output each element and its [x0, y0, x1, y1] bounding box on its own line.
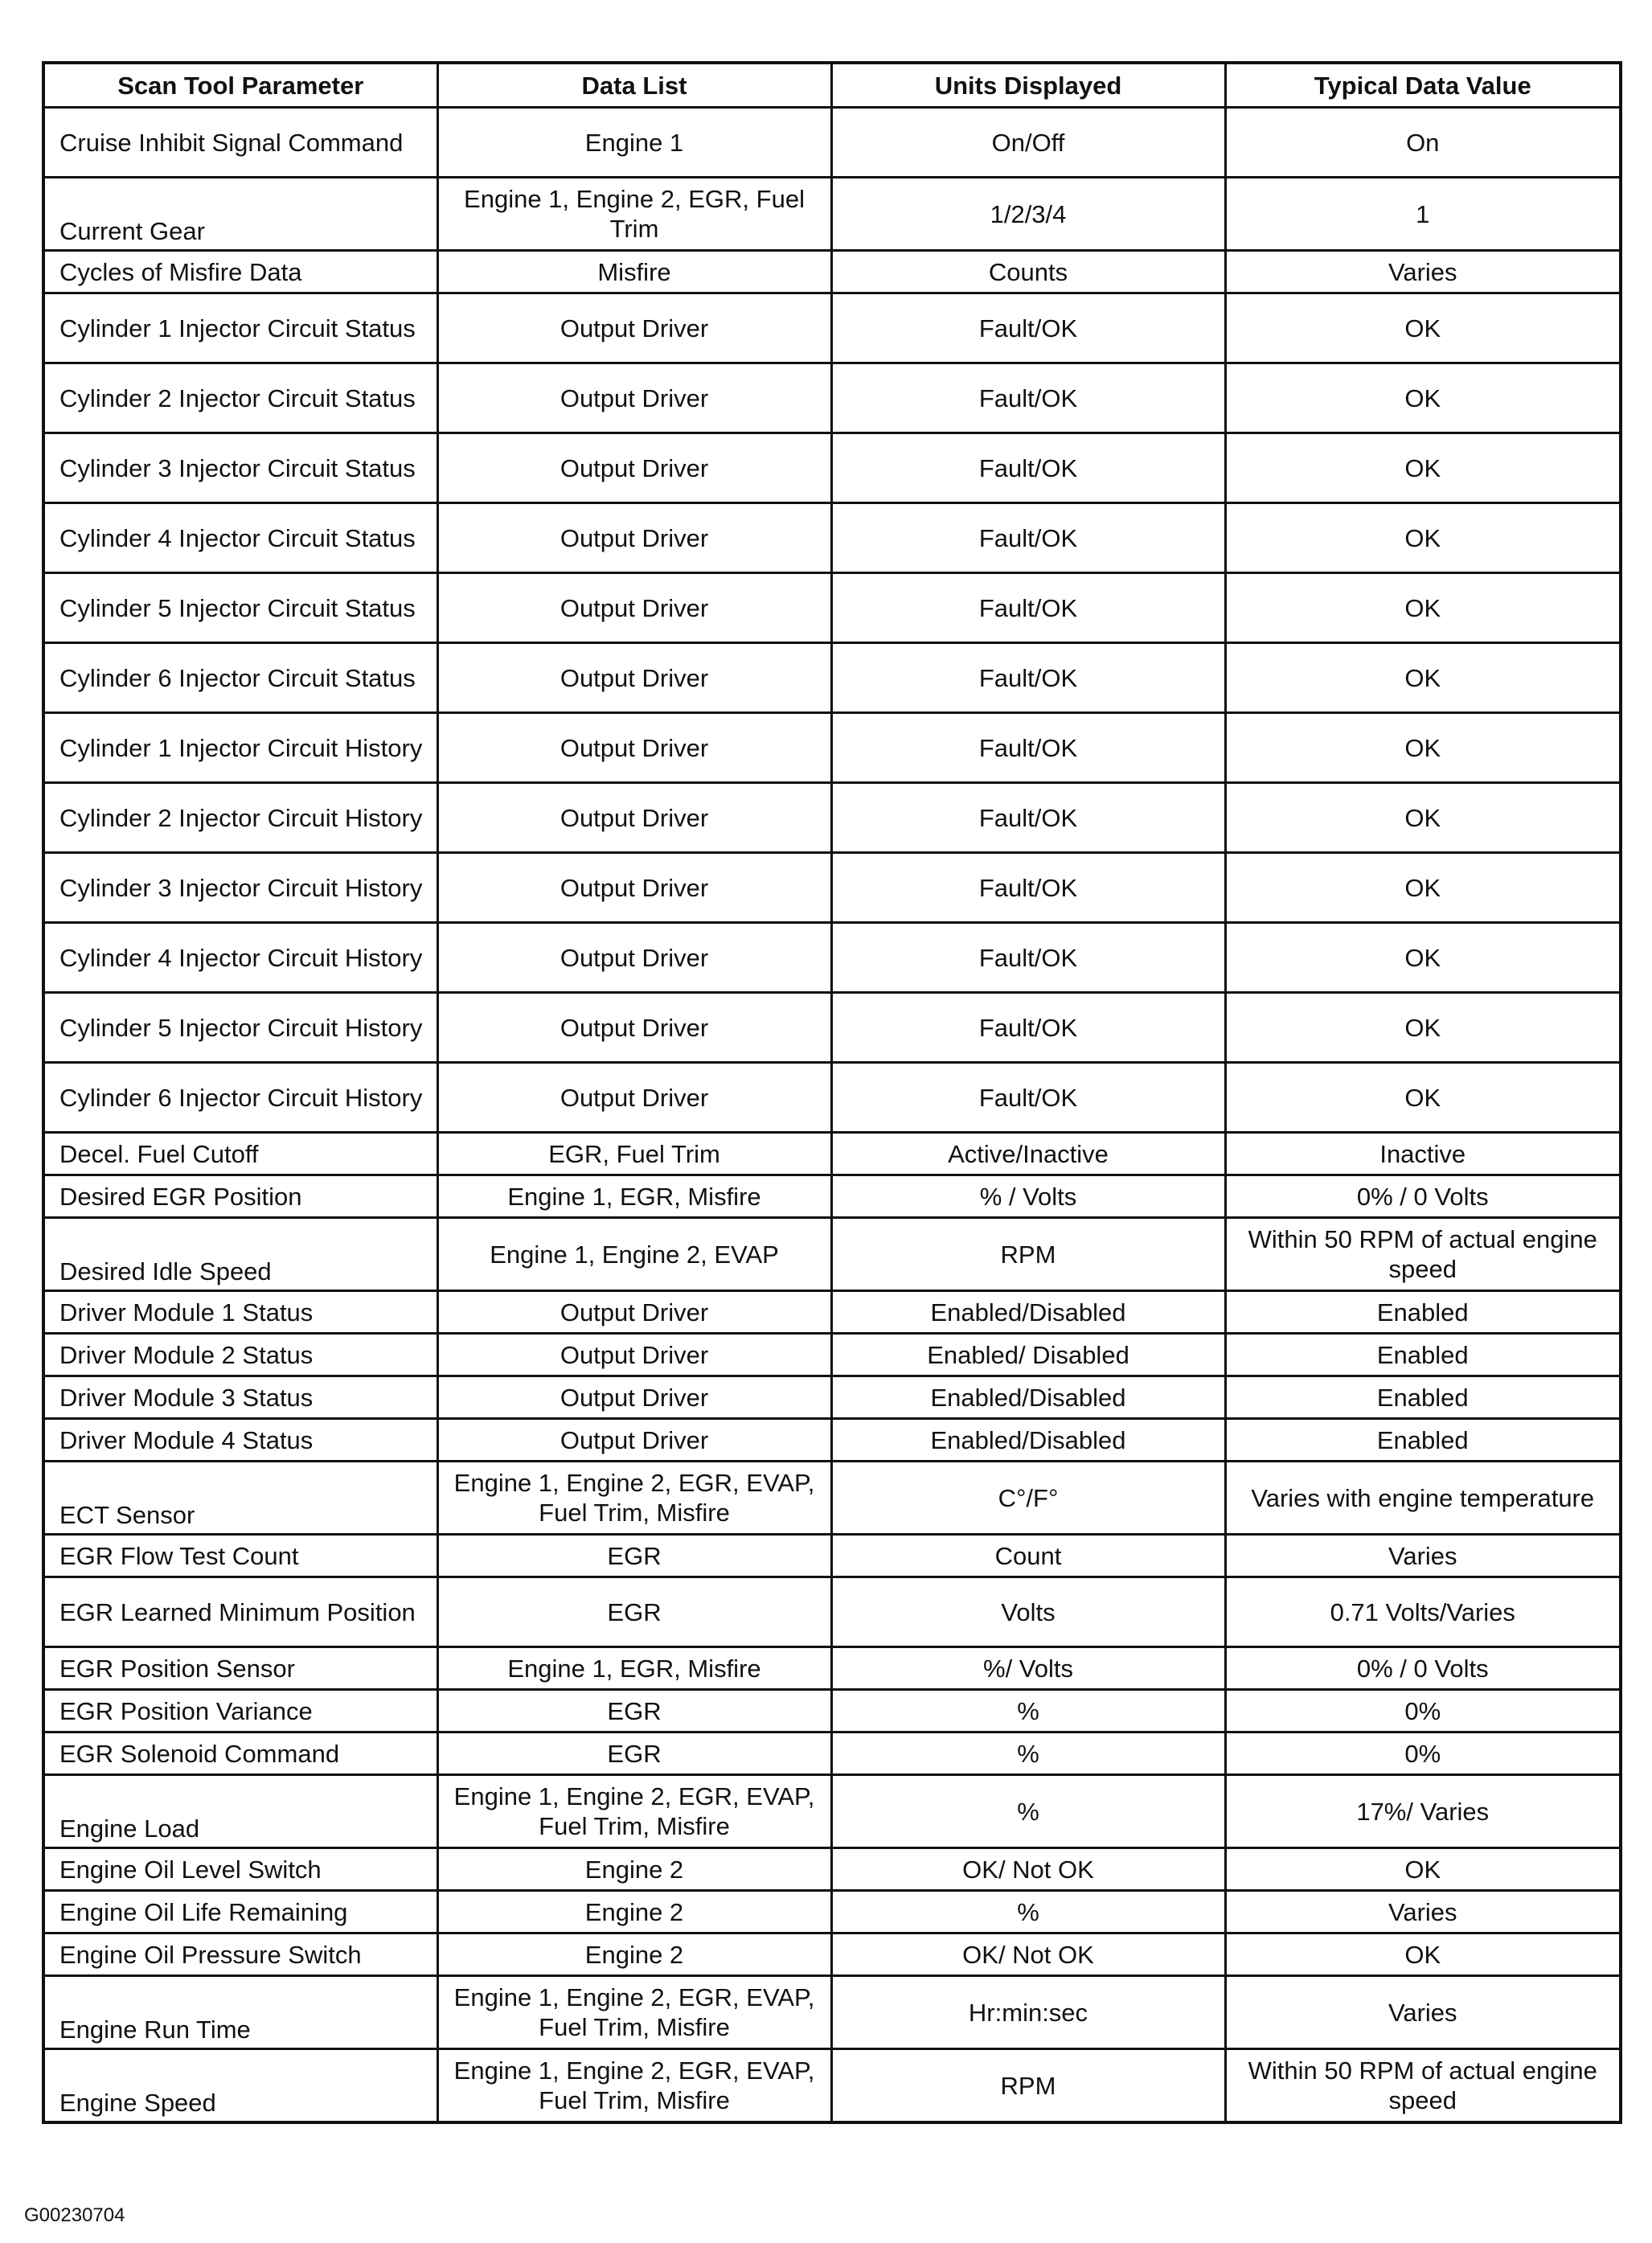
parameter-cell: Driver Module 3 Status — [43, 1376, 437, 1419]
data-list-cell: Output Driver — [437, 1291, 831, 1334]
data-list-cell: Engine 1, Engine 2, EGR, EVAP, Fuel Trim, Misfire — [437, 1976, 831, 2049]
data-list-cell: Output Driver — [437, 1334, 831, 1376]
parameter-cell: Engine Oil Level Switch — [43, 1848, 437, 1891]
parameter-cell: Cylinder 2 Injector Circuit History — [43, 783, 437, 853]
data-list-cell: EGR — [437, 1690, 831, 1732]
units-cell: % — [831, 1690, 1225, 1732]
header-scan-tool-parameter: Scan Tool Parameter — [43, 63, 437, 108]
parameter-cell: Cylinder 5 Injector Circuit History — [43, 993, 437, 1063]
data-list-cell: Engine 1 — [437, 108, 831, 178]
data-list-cell: Output Driver — [437, 363, 831, 433]
table-row — [43, 1175, 1621, 1218]
units-cell: Fault/OK — [831, 1063, 1225, 1133]
parameter-cell: Cylinder 1 Injector Circuit Status — [43, 293, 437, 363]
typical-value-cell: Enabled — [1225, 1419, 1621, 1462]
units-cell: % / Volts — [831, 1175, 1225, 1218]
table-row — [43, 1690, 1621, 1732]
parameter-cell: EGR Learned Minimum Position — [43, 1577, 437, 1647]
data-list-cell: EGR — [437, 1535, 831, 1577]
parameter-cell: Current Gear — [43, 178, 437, 251]
table-row — [43, 1647, 1621, 1690]
units-cell: C°/F° — [831, 1462, 1225, 1535]
typical-value-cell: OK — [1225, 713, 1621, 783]
units-cell: RPM — [831, 2049, 1225, 2123]
typical-value-cell: Varies with engine temperature — [1225, 1462, 1621, 1535]
units-cell: OK/ Not OK — [831, 1933, 1225, 1976]
parameter-cell: Driver Module 2 Status — [43, 1334, 437, 1376]
typical-value-cell: OK — [1225, 1848, 1621, 1891]
units-cell: Fault/OK — [831, 643, 1225, 713]
data-list-cell: Engine 1, Engine 2, EGR, EVAP, Fuel Trim, Misfire — [437, 2049, 831, 2123]
units-cell: Fault/OK — [831, 923, 1225, 993]
table-row — [43, 2049, 1621, 2123]
data-list-cell: Engine 2 — [437, 1848, 831, 1891]
table-row — [43, 1334, 1621, 1376]
typical-value-cell: OK — [1225, 1063, 1621, 1133]
parameter-cell: Decel. Fuel Cutoff — [43, 1133, 437, 1175]
figure-id: G00230704 — [24, 2204, 125, 2226]
data-list-cell: Engine 1, EGR, Misfire — [437, 1175, 831, 1218]
typical-value-cell: Varies — [1225, 1891, 1621, 1933]
table-row — [43, 178, 1621, 251]
table-row — [43, 363, 1621, 433]
typical-value-cell: Varies — [1225, 1535, 1621, 1577]
parameter-cell: Driver Module 1 Status — [43, 1291, 437, 1334]
typical-value-cell: On — [1225, 108, 1621, 178]
table-row — [43, 1976, 1621, 2049]
table-row — [43, 293, 1621, 363]
parameter-cell: Cylinder 1 Injector Circuit History — [43, 713, 437, 783]
typical-value-cell: OK — [1225, 363, 1621, 433]
parameter-cell: Cylinder 4 Injector Circuit History — [43, 923, 437, 993]
parameter-cell: Cylinder 3 Injector Circuit History — [43, 853, 437, 923]
table-row — [43, 923, 1621, 993]
table-row — [43, 1535, 1621, 1577]
table-row — [43, 1732, 1621, 1775]
units-cell: % — [831, 1732, 1225, 1775]
parameter-cell: Cylinder 4 Injector Circuit Status — [43, 503, 437, 573]
units-cell: RPM — [831, 1218, 1225, 1291]
table-row — [43, 433, 1621, 503]
parameter-cell: Desired EGR Position — [43, 1175, 437, 1218]
typical-value-cell: 0% / 0 Volts — [1225, 1175, 1621, 1218]
table-row — [43, 1419, 1621, 1462]
typical-value-cell: OK — [1225, 643, 1621, 713]
table-row — [43, 1775, 1621, 1848]
units-cell: Enabled/Disabled — [831, 1291, 1225, 1334]
units-cell: Fault/OK — [831, 713, 1225, 783]
data-list-cell: Output Driver — [437, 643, 831, 713]
table-row — [43, 643, 1621, 713]
units-cell: Fault/OK — [831, 503, 1225, 573]
typical-value-cell: OK — [1225, 503, 1621, 573]
data-list-cell: Output Driver — [437, 853, 831, 923]
parameter-cell: Cylinder 6 Injector Circuit Status — [43, 643, 437, 713]
data-list-cell: Output Driver — [437, 573, 831, 643]
header-units-displayed: Units Displayed — [831, 63, 1225, 108]
typical-value-cell: OK — [1225, 573, 1621, 643]
typical-value-cell: Within 50 RPM of actual engine speed — [1225, 1218, 1621, 1291]
units-cell: Fault/OK — [831, 783, 1225, 853]
units-cell: %/ Volts — [831, 1647, 1225, 1690]
typical-value-cell: 0% — [1225, 1732, 1621, 1775]
parameter-cell: Cylinder 2 Injector Circuit Status — [43, 363, 437, 433]
units-cell: % — [831, 1775, 1225, 1848]
table-row — [43, 783, 1621, 853]
data-list-cell: Engine 1, Engine 2, EGR, Fuel Trim — [437, 178, 831, 251]
data-list-cell: Engine 1, Engine 2, EVAP — [437, 1218, 831, 1291]
table-row — [43, 251, 1621, 293]
parameter-cell: EGR Position Variance — [43, 1690, 437, 1732]
typical-value-cell: Varies — [1225, 251, 1621, 293]
parameter-cell: Driver Module 4 Status — [43, 1419, 437, 1462]
typical-value-cell: Enabled — [1225, 1376, 1621, 1419]
parameter-cell: Engine Oil Life Remaining — [43, 1891, 437, 1933]
units-cell: Enabled/ Disabled — [831, 1334, 1225, 1376]
typical-value-cell: OK — [1225, 783, 1621, 853]
data-list-cell: Engine 2 — [437, 1891, 831, 1933]
table-row — [43, 1218, 1621, 1291]
table-row — [43, 1462, 1621, 1535]
data-list-cell: Output Driver — [437, 713, 831, 783]
typical-value-cell: 1 — [1225, 178, 1621, 251]
table-row — [43, 993, 1621, 1063]
data-list-cell: Output Driver — [437, 293, 831, 363]
typical-value-cell: OK — [1225, 923, 1621, 993]
parameter-cell: Engine Oil Pressure Switch — [43, 1933, 437, 1976]
data-list-cell: Output Driver — [437, 1063, 831, 1133]
data-list-cell: Engine 1, Engine 2, EGR, EVAP, Fuel Trim, Misfire — [437, 1775, 831, 1848]
typical-value-cell: 0% — [1225, 1690, 1621, 1732]
data-list-cell: EGR — [437, 1732, 831, 1775]
typical-value-cell: 17%/ Varies — [1225, 1775, 1621, 1848]
data-list-cell: EGR — [437, 1577, 831, 1647]
parameter-cell: EGR Flow Test Count — [43, 1535, 437, 1577]
units-cell: Counts — [831, 251, 1225, 293]
units-cell: % — [831, 1891, 1225, 1933]
parameter-cell: Desired Idle Speed — [43, 1218, 437, 1291]
typical-value-cell: OK — [1225, 293, 1621, 363]
table-row — [43, 1577, 1621, 1647]
data-list-cell: EGR, Fuel Trim — [437, 1133, 831, 1175]
table-row — [43, 503, 1621, 573]
units-cell: Active/Inactive — [831, 1133, 1225, 1175]
units-cell: On/Off — [831, 108, 1225, 178]
parameter-cell: Cycles of Misfire Data — [43, 251, 437, 293]
typical-value-cell: 0% / 0 Volts — [1225, 1647, 1621, 1690]
typical-value-cell: Enabled — [1225, 1334, 1621, 1376]
typical-value-cell: OK — [1225, 433, 1621, 503]
units-cell: Count — [831, 1535, 1225, 1577]
data-list-cell: Output Driver — [437, 503, 831, 573]
data-list-cell: Output Driver — [437, 923, 831, 993]
typical-value-cell: OK — [1225, 853, 1621, 923]
data-list-cell: Misfire — [437, 251, 831, 293]
units-cell: Fault/OK — [831, 433, 1225, 503]
typical-value-cell: Inactive — [1225, 1133, 1621, 1175]
data-list-cell: Output Driver — [437, 1376, 831, 1419]
header-data-list: Data List — [437, 63, 831, 108]
table-row — [43, 853, 1621, 923]
parameter-cell: Engine Speed — [43, 2049, 437, 2123]
parameter-cell: EGR Solenoid Command — [43, 1732, 437, 1775]
units-cell: Hr:min:sec — [831, 1976, 1225, 2049]
data-list-cell: Output Driver — [437, 1419, 831, 1462]
table-row — [43, 1933, 1621, 1976]
typical-value-cell: Enabled — [1225, 1291, 1621, 1334]
parameter-cell: Cylinder 3 Injector Circuit Status — [43, 433, 437, 503]
data-list-cell: Output Driver — [437, 433, 831, 503]
table-row — [43, 1848, 1621, 1891]
units-cell: Fault/OK — [831, 363, 1225, 433]
table-row — [43, 1291, 1621, 1334]
typical-value-cell: Within 50 RPM of actual engine speed — [1225, 2049, 1621, 2123]
parameter-cell: EGR Position Sensor — [43, 1647, 437, 1690]
units-cell: Volts — [831, 1577, 1225, 1647]
parameter-cell: ECT Sensor — [43, 1462, 437, 1535]
units-cell: Fault/OK — [831, 573, 1225, 643]
table-row — [43, 1376, 1621, 1419]
parameter-cell: Engine Load — [43, 1775, 437, 1848]
units-cell: Enabled/Disabled — [831, 1376, 1225, 1419]
scan-tool-data-table — [42, 61, 1622, 2124]
data-list-cell: Engine 1, EGR, Misfire — [437, 1647, 831, 1690]
header-row — [43, 63, 1621, 108]
typical-value-cell: OK — [1225, 1933, 1621, 1976]
units-cell: 1/2/3/4 — [831, 178, 1225, 251]
data-list-cell: Output Driver — [437, 783, 831, 853]
parameter-cell: Cylinder 5 Injector Circuit Status — [43, 573, 437, 643]
table-row — [43, 573, 1621, 643]
typical-value-cell: Varies — [1225, 1976, 1621, 2049]
typical-value-cell: 0.71 Volts/Varies — [1225, 1577, 1621, 1647]
units-cell: Fault/OK — [831, 853, 1225, 923]
table-row — [43, 1891, 1621, 1933]
units-cell: OK/ Not OK — [831, 1848, 1225, 1891]
table-row — [43, 713, 1621, 783]
table-row — [43, 1063, 1621, 1133]
table-body — [43, 108, 1621, 2123]
table-row — [43, 108, 1621, 178]
parameter-cell: Cylinder 6 Injector Circuit History — [43, 1063, 437, 1133]
table-row — [43, 1133, 1621, 1175]
data-list-cell: Output Driver — [437, 993, 831, 1063]
data-list-cell: Engine 2 — [437, 1933, 831, 1976]
data-list-cell: Engine 1, Engine 2, EGR, EVAP, Fuel Trim, Misfire — [437, 1462, 831, 1535]
header-typical-data-value: Typical Data Value — [1225, 63, 1621, 108]
parameter-cell: Engine Run Time — [43, 1976, 437, 2049]
typical-value-cell: OK — [1225, 993, 1621, 1063]
units-cell: Enabled/Disabled — [831, 1419, 1225, 1462]
parameter-cell: Cruise Inhibit Signal Command — [43, 108, 437, 178]
units-cell: Fault/OK — [831, 293, 1225, 363]
units-cell: Fault/OK — [831, 993, 1225, 1063]
